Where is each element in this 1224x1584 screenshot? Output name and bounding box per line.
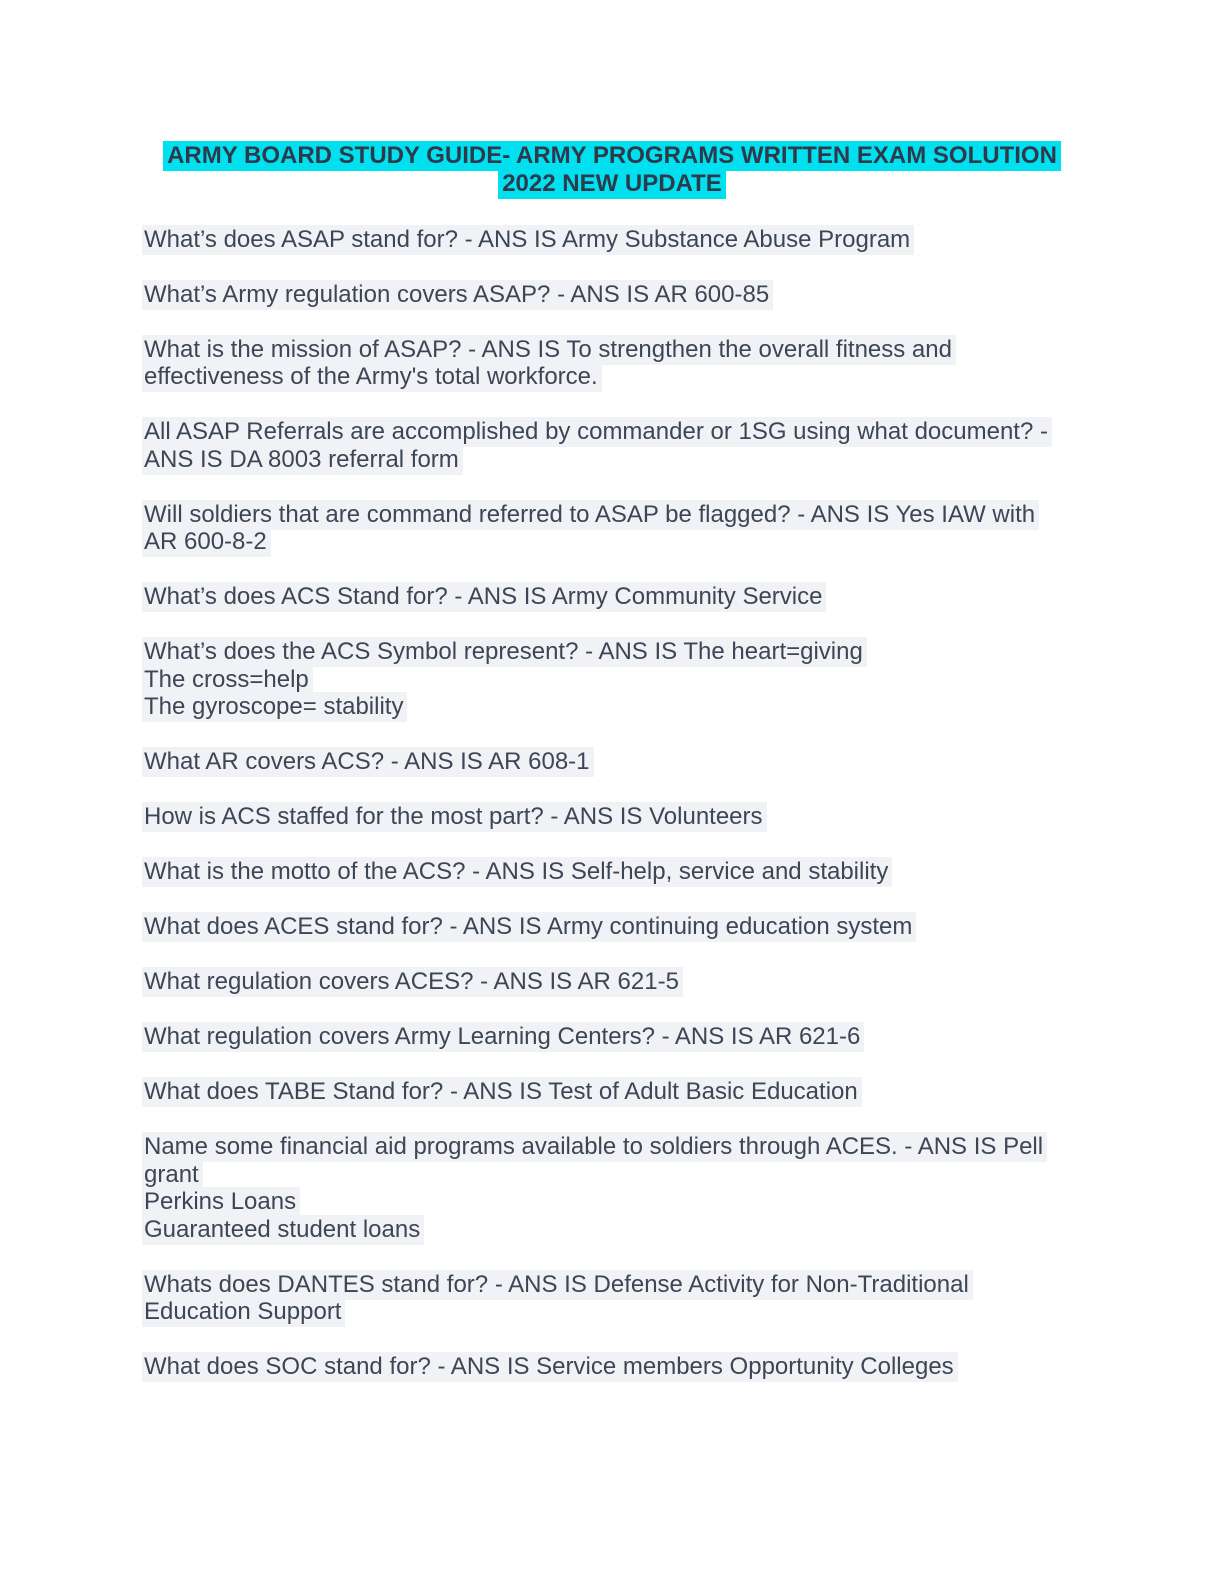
qa-line: What’s does ACS Stand for? - ANS IS Army Community Service xyxy=(142,582,826,612)
qa-paragraph xyxy=(144,281,1080,309)
qa-line: What does ACES stand for? - ANS IS Army continuing education system xyxy=(142,912,916,942)
qa-line: What regulation covers Army Learning Centers? - ANS IS AR 621-6 xyxy=(142,1022,864,1052)
qa-paragraph xyxy=(144,583,1080,611)
qa-paragraph xyxy=(144,418,1080,473)
qa-line: What is the motto of the ACS? - ANS IS Self-help, service and stability xyxy=(142,857,892,887)
qa-paragraph xyxy=(144,1353,1080,1381)
qa-paragraph xyxy=(144,858,1080,886)
qa-line: What AR covers ACS? - ANS IS AR 608-1 xyxy=(142,747,594,777)
qa-line: How is ACS staffed for the most part? - ANS IS Volunteers xyxy=(142,802,767,832)
qa-paragraph xyxy=(144,748,1080,776)
qa-line: The cross=help xyxy=(142,665,313,695)
qa-paragraph xyxy=(144,1023,1080,1051)
qa-paragraph xyxy=(144,1133,1080,1243)
qa-line: The gyroscope= stability xyxy=(142,692,407,722)
qa-line: What does SOC stand for? - ANS IS Service members Opportunity Colleges xyxy=(142,1352,958,1382)
qa-line: ANS IS DA 8003 referral form xyxy=(142,445,463,475)
qa-line: grant xyxy=(142,1160,203,1190)
qa-line: Guaranteed student loans xyxy=(142,1215,424,1245)
document-body xyxy=(144,226,1080,1381)
qa-paragraph xyxy=(144,638,1080,721)
qa-line: Will soldiers that are command referred to ASAP be flagged? - ANS IS Yes IAW with xyxy=(142,500,1039,530)
qa-line: What is the mission of ASAP? - ANS IS To strengthen the overall fitness and xyxy=(142,335,956,365)
qa-paragraph xyxy=(144,968,1080,996)
qa-paragraph xyxy=(144,803,1080,831)
document-title xyxy=(144,142,1080,198)
qa-paragraph xyxy=(144,336,1080,391)
qa-line: effectiveness of the Army's total workforce. xyxy=(142,362,602,392)
qa-paragraph xyxy=(144,1078,1080,1106)
qa-line: What’s does the ACS Symbol represent? - ANS IS The heart=giving xyxy=(142,637,867,667)
qa-line: What regulation covers ACES? - ANS IS AR 621-5 xyxy=(142,967,683,997)
qa-line: What’s does ASAP stand for? - ANS IS Army Substance Abuse Program xyxy=(142,225,914,255)
qa-paragraph xyxy=(144,501,1080,556)
qa-line: Name some financial aid programs available to soldiers through ACES. - ANS IS Pell xyxy=(142,1132,1047,1162)
qa-line: All ASAP Referrals are accomplished by commander or 1SG using what document? - xyxy=(142,417,1052,447)
qa-line: Perkins Loans xyxy=(142,1187,300,1217)
title-line: 2022 NEW UPDATE xyxy=(498,169,726,199)
qa-line: AR 600-8-2 xyxy=(142,527,271,557)
qa-paragraph xyxy=(144,913,1080,941)
qa-line: What’s Army regulation covers ASAP? - ANS IS AR 600-85 xyxy=(142,280,773,310)
qa-paragraph xyxy=(144,1271,1080,1326)
title-line: ARMY BOARD STUDY GUIDE- ARMY PROGRAMS WRITTEN EXAM SOLUTION xyxy=(163,141,1061,171)
qa-paragraph xyxy=(144,226,1080,254)
qa-line: What does TABE Stand for? - ANS IS Test of Adult Basic Education xyxy=(142,1077,862,1107)
qa-line: Education Support xyxy=(142,1297,345,1327)
qa-line: Whats does DANTES stand for? - ANS IS Defense Activity for Non-Traditional xyxy=(142,1270,973,1300)
